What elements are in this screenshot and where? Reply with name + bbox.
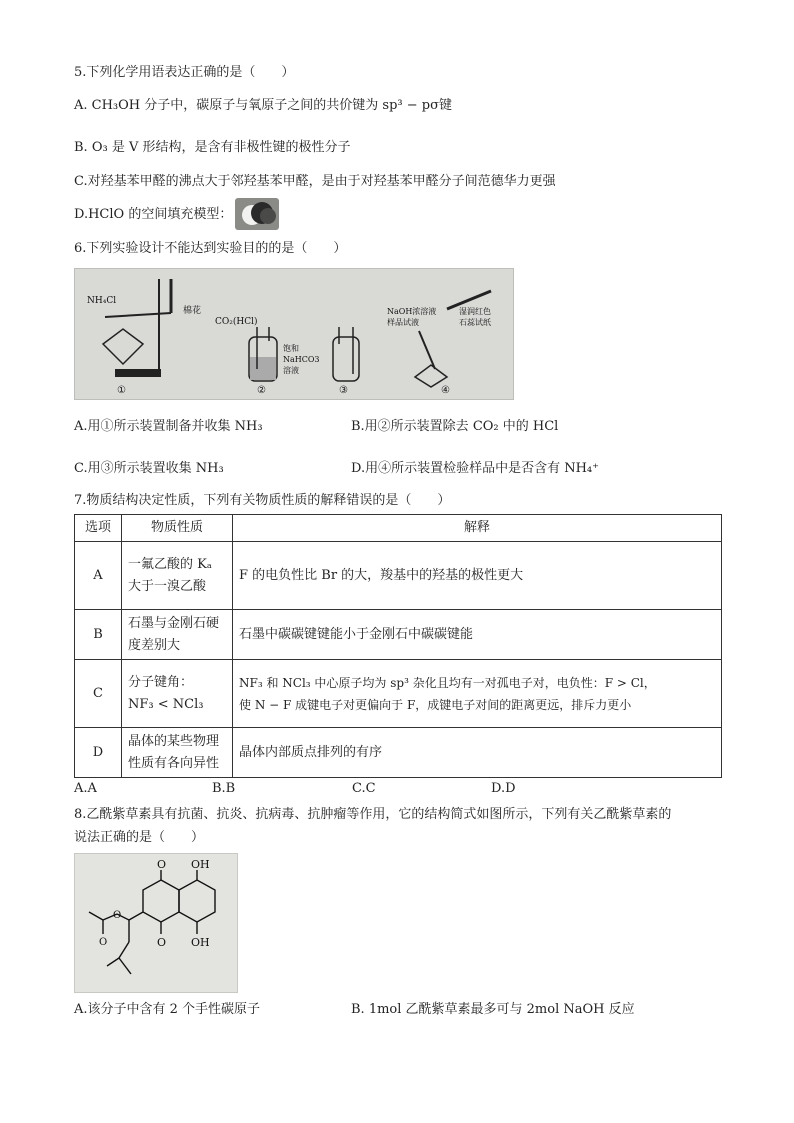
table-row bbox=[75, 610, 722, 660]
property-line-2: 度差别大 bbox=[128, 637, 181, 653]
row-explanation: 晶体内部质点排列的有序 bbox=[233, 728, 722, 778]
q5-option-c: C.对羟基苯甲醛的沸点大于邻羟基苯甲醛，是由于对羟基苯甲醛分子间范德华力更强 bbox=[74, 174, 556, 189]
header-explanation: 解释 bbox=[233, 515, 722, 542]
q5-stem: 5.下列化学用语表达正确的是（ ） bbox=[74, 65, 295, 80]
row-explanation: F 的电负性比 Br 的大，羧基中的羟基的极性更大 bbox=[233, 542, 722, 610]
row-property bbox=[122, 610, 233, 660]
q8-option-a: A.该分子中含有 2 个手性碳原子 bbox=[74, 1002, 261, 1017]
label-sat: 饱和 bbox=[283, 344, 299, 353]
q6-stem: 6.下列实验设计不能达到实验目的的是（ ） bbox=[74, 241, 347, 256]
atom-o-carbonyl: O bbox=[99, 937, 108, 948]
apparatus-diagram bbox=[75, 269, 513, 399]
row-option: D bbox=[75, 728, 122, 778]
label-paper2: 石蕊试纸 bbox=[459, 318, 491, 327]
q5-option-a: A. CH₃OH 分子中，碳原子与氧原子之间的共价键为 sp³ − pσ键 bbox=[74, 98, 452, 113]
label-3: ③ bbox=[339, 385, 348, 396]
q7-answer-b: B.B bbox=[212, 781, 236, 796]
table-row bbox=[75, 660, 722, 728]
label-4: ④ bbox=[441, 385, 450, 396]
property-line-1: 石墨与金刚石硬 bbox=[128, 615, 220, 631]
q8-stem-line-1: 8.乙酰紫草素具有抗菌、抗炎、抗病毒、抗肿瘤等作用，它的结构简式如图所示，下列有关乙酰紫草素的 bbox=[74, 807, 672, 822]
acetylshikonin-structure bbox=[74, 853, 238, 993]
header-option: 选项 bbox=[75, 515, 122, 542]
label-solution: 溶液 bbox=[283, 366, 299, 375]
label-paper1: 湿润红色 bbox=[459, 307, 491, 316]
hclo-space-filling-model bbox=[235, 198, 279, 230]
label-sample: 样品试液 bbox=[387, 318, 419, 327]
property-line-2: 大于一溴乙酸 bbox=[128, 578, 207, 594]
property-line-2: NF₃ < NCl₃ bbox=[128, 696, 204, 712]
row-option: B bbox=[75, 610, 122, 660]
label-nh4cl: NH₄Cl bbox=[87, 296, 117, 306]
table-row bbox=[75, 542, 722, 610]
row-property bbox=[122, 728, 233, 778]
row-property bbox=[122, 660, 233, 728]
q6-option-c: C.用③所示装置收集 NH₃ bbox=[74, 461, 224, 476]
atom-o-ester: O bbox=[113, 910, 122, 921]
q8-stem-line-2: 说法正确的是（ ） bbox=[74, 830, 205, 845]
q7-table bbox=[74, 514, 722, 778]
atom-oh-bottom: OH bbox=[191, 936, 210, 949]
label-cotton: 棉花 bbox=[183, 306, 202, 316]
q8-option-b: B. 1mol 乙酰紫草素最多可与 2mol NaOH 反应 bbox=[351, 1002, 635, 1017]
structure-diagram bbox=[75, 854, 237, 992]
row-explanation bbox=[233, 660, 722, 728]
property-line-1: 晶体的某些物理 bbox=[128, 733, 220, 749]
property-line-2: 性质有各向异性 bbox=[128, 755, 220, 771]
label-2: ② bbox=[257, 385, 266, 396]
q5-option-d: D.HClO 的空间填充模型： bbox=[74, 207, 233, 222]
row-option: C bbox=[75, 660, 122, 728]
q5-option-b: B. O₃ 是 V 形结构，是含有非极性键的极性分子 bbox=[74, 140, 351, 155]
atom-o-top: O bbox=[157, 858, 167, 871]
q7-answer-a: A.A bbox=[74, 781, 97, 796]
q7-answer-c: C.C bbox=[352, 781, 376, 796]
property-line-1: 分子键角： bbox=[128, 674, 194, 690]
q7-stem: 7.物质结构决定性质，下列有关物质性质的解释错误的是（ ） bbox=[74, 493, 451, 508]
header-property: 物质性质 bbox=[122, 515, 233, 542]
label-naoh: NaOH浓溶液 bbox=[387, 307, 437, 316]
label-1: ① bbox=[117, 385, 126, 396]
atom-oh-top: OH bbox=[191, 858, 210, 871]
atom-o-bottom: O bbox=[157, 936, 167, 949]
q6-option-a: A.用①所示装置制备并收集 NH₃ bbox=[74, 419, 263, 434]
explanation-line-1: NF₃ 和 NCl₃ 中心原子均为 sp³ 杂化且均有一对孤电子对，电负性：F > Cl， bbox=[239, 675, 656, 690]
q6-option-d: D.用④所示装置检验样品中是否含有 NH₄⁺ bbox=[351, 461, 600, 476]
row-option: A bbox=[75, 542, 122, 610]
table-row bbox=[75, 728, 722, 778]
label-co2: CO₂(HCl) bbox=[215, 317, 258, 327]
explanation-line-2: 使 N − F 成键电子对更偏向于 F，成键电子对间的距离更远，排斥力更小 bbox=[239, 697, 632, 712]
table-header-row bbox=[75, 515, 722, 542]
label-nahco3: NaHCO3 bbox=[283, 355, 320, 364]
q6-option-b: B.用②所示装置除去 CO₂ 中的 HCl bbox=[351, 419, 559, 434]
row-explanation: 石墨中碳碳键键能小于金刚石中碳碳键能 bbox=[233, 610, 722, 660]
q6-apparatus-figure bbox=[74, 268, 514, 400]
property-line-1: 一氟乙酸的 Kₐ bbox=[128, 556, 212, 572]
q7-answer-d: D.D bbox=[491, 781, 516, 796]
row-property bbox=[122, 542, 233, 610]
